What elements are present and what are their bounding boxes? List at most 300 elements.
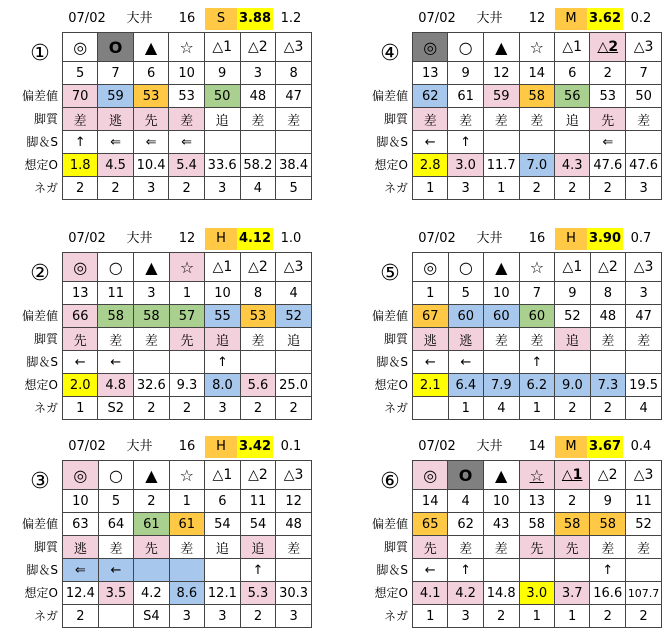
mark-row [413, 33, 662, 62]
table-cell [519, 131, 554, 154]
row-label: 脚＆S [26, 134, 58, 149]
table-cell: 差 [98, 536, 133, 559]
leg-speed-row [413, 351, 662, 374]
table-cell: ◎ [63, 461, 99, 490]
confidence-score: 3.88 [237, 8, 273, 30]
row-label: 脚＆S [376, 562, 408, 577]
table-cell: 3 [448, 177, 483, 200]
table-cell: 10 [483, 490, 519, 513]
table-cell: 12 [276, 490, 312, 513]
table-cell: 57 [169, 305, 204, 328]
table-cell: 9 [204, 62, 240, 85]
table-cell: 差 [484, 328, 520, 351]
table-cell: 5.6 [240, 374, 275, 397]
prediction-table [62, 252, 312, 420]
table-cell: 10 [205, 282, 240, 305]
row-label: 脚質 [33, 111, 58, 126]
table-cell: ○ [98, 253, 133, 282]
table-cell: 差 [133, 328, 169, 351]
table-cell [169, 559, 204, 582]
table-cell: 3.5 [98, 582, 133, 605]
table-cell: ← [98, 351, 133, 374]
table-cell: 追 [205, 328, 240, 351]
table-cell: 9.0 [555, 374, 591, 397]
row-label: 脚質 [33, 539, 58, 554]
expected-odds-row [63, 582, 312, 605]
table-cell: 50 [626, 85, 662, 108]
table-cell: 16.6 [590, 582, 626, 605]
table-cell: 6.4 [448, 374, 484, 397]
table-cell: 1.8 [63, 154, 98, 177]
confidence-grade: M [555, 8, 587, 30]
negative-row [413, 605, 662, 628]
table-cell: 差 [590, 328, 626, 351]
leg-speed-row [63, 559, 312, 582]
table-cell: 6 [555, 62, 590, 85]
table-cell: 10.4 [133, 154, 169, 177]
table-cell: 差 [519, 328, 555, 351]
table-cell: 追 [204, 108, 240, 131]
table-cell: 59 [483, 85, 519, 108]
table-cell: 差 [448, 536, 483, 559]
table-cell: △1 [204, 33, 240, 62]
table-cell: 33.6 [204, 154, 240, 177]
table-cell [413, 397, 449, 420]
table-cell: 9 [590, 490, 626, 513]
table-cell: 48 [240, 85, 276, 108]
table-cell [276, 351, 312, 374]
table-cell: 7.0 [519, 154, 554, 177]
prediction-table [62, 460, 312, 628]
negative-row [413, 397, 662, 420]
row-label: ネガ [33, 180, 58, 195]
confidence-score: 3.62 [587, 8, 623, 30]
table-cell: 12.4 [63, 582, 99, 605]
table-cell: 11.7 [483, 154, 519, 177]
table-cell: 2 [169, 177, 204, 200]
confidence-grade: H [555, 228, 587, 250]
runner-count: 14 [528, 439, 546, 454]
table-cell: 53 [240, 305, 275, 328]
table-cell: ⇐ [63, 559, 99, 582]
table-cell: 先 [134, 536, 169, 559]
runner-count: 12 [528, 11, 546, 26]
table-cell: 60 [484, 305, 520, 328]
row-label: 脚質 [33, 331, 58, 346]
table-cell: △2 [240, 33, 276, 62]
table-cell: 55 [205, 305, 240, 328]
table-cell: 7 [626, 62, 662, 85]
table-cell: 38.4 [276, 154, 312, 177]
row-label: 想定O [374, 157, 408, 172]
table-cell: △3 [276, 253, 312, 282]
table-cell: 3 [626, 282, 662, 305]
table-cell: 47 [626, 305, 662, 328]
table-cell: 53 [169, 85, 204, 108]
table-cell: ○ [98, 461, 133, 490]
table-cell: △2 [590, 33, 626, 62]
row-label: ネガ [383, 180, 408, 195]
row-label: 想定O [24, 157, 58, 172]
negative-row [63, 177, 312, 200]
table-cell: ◎ [413, 33, 448, 62]
table-cell: 48 [276, 513, 312, 536]
leg-speed-row [413, 559, 662, 582]
table-cell: △3 [626, 33, 662, 62]
table-cell: 差 [413, 108, 448, 131]
table-cell: ◎ [413, 253, 449, 282]
table-cell [276, 559, 312, 582]
table-cell: 3 [169, 605, 204, 628]
table-cell: 2 [519, 177, 554, 200]
row-label: 偏差値 [21, 308, 58, 323]
table-cell: △3 [276, 33, 312, 62]
table-cell: 追 [555, 328, 591, 351]
table-cell: 12 [483, 62, 519, 85]
table-cell: 2 [134, 490, 169, 513]
table-cell: 差 [626, 536, 662, 559]
running-style-row [413, 108, 662, 131]
table-cell: 2 [483, 605, 519, 628]
table-cell [554, 559, 589, 582]
table-cell: 1 [483, 177, 519, 200]
table-cell [555, 131, 590, 154]
table-cell: ← [413, 131, 448, 154]
table-cell: △2 [240, 461, 275, 490]
table-cell: ▲ [484, 253, 520, 282]
prediction-table [412, 32, 662, 200]
confidence-grade: H [205, 228, 237, 250]
table-cell: 2 [133, 397, 169, 420]
row-label: ネガ [383, 608, 408, 623]
table-cell: 1 [169, 490, 204, 513]
table-cell: △2 [240, 253, 275, 282]
table-cell: 3 [133, 177, 169, 200]
table-cell: 14 [519, 62, 554, 85]
confidence-grade: H [205, 436, 237, 458]
table-cell: 先 [590, 108, 626, 131]
table-cell: 2 [169, 397, 204, 420]
running-style-row [63, 108, 312, 131]
running-style-row [63, 328, 312, 351]
table-cell: ◎ [413, 461, 448, 490]
table-cell: 2 [63, 605, 99, 628]
table-cell: 3 [276, 605, 312, 628]
table-cell: 58 [519, 513, 554, 536]
table-cell: ⇐ [98, 131, 133, 154]
confidence-grade: S [205, 8, 237, 30]
confidence-score: 3.90 [587, 228, 623, 250]
table-cell: 52 [626, 513, 662, 536]
race-number: ② [30, 261, 50, 286]
running-style-row [413, 328, 662, 351]
table-cell: 7 [98, 62, 133, 85]
table-cell: 1 [169, 282, 204, 305]
table-cell [590, 351, 626, 374]
table-cell: ▲ [133, 33, 169, 62]
table-cell: 2.1 [413, 374, 449, 397]
table-cell: 差 [590, 536, 626, 559]
race-date: 07/02 [418, 439, 456, 454]
horse-number-row [63, 282, 312, 305]
table-cell: 2 [240, 397, 275, 420]
table-cell: 60 [448, 305, 484, 328]
race-date: 07/02 [418, 11, 456, 26]
table-cell: 2 [63, 177, 98, 200]
row-label: 脚＆S [26, 354, 58, 369]
table-cell: 7.9 [484, 374, 520, 397]
race-date: 07/02 [68, 11, 106, 26]
row-labels [2, 305, 60, 420]
sub-score: 0.2 [630, 11, 652, 26]
table-cell: ← [413, 559, 448, 582]
table-cell: 61 [448, 85, 483, 108]
table-cell: 3.0 [448, 154, 483, 177]
row-label: 脚＆S [26, 562, 58, 577]
mark-row [413, 461, 662, 490]
table-cell: △1 [205, 253, 240, 282]
table-cell: 逃 [98, 108, 133, 131]
table-cell: ☆ [519, 461, 554, 490]
deviation-row [63, 85, 312, 108]
row-label: 想定O [24, 585, 58, 600]
race-venue: 大井 [126, 231, 153, 246]
table-cell: 62 [413, 85, 448, 108]
table-cell: 追 [205, 536, 241, 559]
confidence-score: 3.67 [587, 436, 623, 458]
horse-number-row [63, 490, 312, 513]
table-cell: 13 [63, 282, 98, 305]
table-cell: 4.3 [555, 154, 590, 177]
deviation-row [413, 513, 662, 536]
table-cell: 8.0 [205, 374, 240, 397]
table-cell: 1 [554, 605, 589, 628]
table-cell: 58 [554, 513, 589, 536]
prediction-table [412, 252, 662, 420]
table-cell: 66 [63, 305, 98, 328]
table-cell: O [448, 461, 483, 490]
race-date: 07/02 [68, 439, 106, 454]
table-cell: S4 [134, 605, 169, 628]
prediction-table [62, 32, 312, 200]
table-cell: 差 [240, 108, 276, 131]
table-cell: 2 [590, 397, 626, 420]
table-cell: 54 [205, 513, 241, 536]
sub-score: 1.2 [280, 11, 302, 26]
table-cell: ☆ [169, 461, 204, 490]
prediction-table [412, 460, 662, 628]
table-cell: ↑ [63, 131, 98, 154]
expected-odds-row [413, 154, 662, 177]
race-venue: 大井 [476, 231, 503, 246]
table-cell: ⇐ [169, 131, 204, 154]
table-cell: 7 [519, 282, 555, 305]
table-cell: 107.7 [626, 582, 662, 605]
race-header [62, 228, 312, 250]
race-venue: 大井 [476, 439, 503, 454]
table-cell: 3.7 [554, 582, 589, 605]
table-cell: 5.3 [240, 582, 275, 605]
table-cell: 58 [519, 85, 554, 108]
runner-count: 12 [178, 231, 196, 246]
table-cell: 1 [448, 397, 484, 420]
table-cell: 63 [63, 513, 99, 536]
runner-count: 16 [528, 231, 546, 246]
table-cell: S2 [98, 397, 133, 420]
race-header [412, 8, 662, 30]
table-cell: 4.2 [134, 582, 169, 605]
table-cell: 60 [519, 305, 555, 328]
leg-speed-row [63, 131, 312, 154]
row-label: 脚＆S [376, 134, 408, 149]
table-cell: 4.8 [98, 374, 133, 397]
leg-speed-row [413, 131, 662, 154]
table-cell: 8 [276, 62, 312, 85]
table-cell [240, 131, 276, 154]
table-cell: 2 [554, 490, 589, 513]
table-cell: 50 [204, 85, 240, 108]
deviation-row [413, 85, 662, 108]
table-cell [204, 131, 240, 154]
sub-score: 0.7 [630, 231, 652, 246]
table-cell: △3 [626, 253, 662, 282]
table-cell: 48 [590, 305, 626, 328]
table-cell: 4.2 [448, 582, 483, 605]
table-cell: 4 [240, 177, 276, 200]
race-header [412, 228, 662, 250]
table-cell: ⇐ [133, 131, 169, 154]
negative-row [63, 397, 312, 420]
table-cell: 先 [519, 536, 554, 559]
table-cell: 61 [134, 513, 169, 536]
table-cell: ← [413, 351, 449, 374]
row-label: 脚＆S [376, 354, 408, 369]
row-label: 脚質 [383, 539, 408, 554]
table-cell: 11 [240, 490, 275, 513]
table-cell: 2 [590, 177, 626, 200]
table-cell: 32.6 [133, 374, 169, 397]
table-cell [519, 559, 554, 582]
table-cell: ▲ [483, 33, 519, 62]
row-labels [352, 305, 410, 420]
table-cell: 先 [63, 328, 98, 351]
running-style-row [63, 536, 312, 559]
table-cell: 5 [63, 62, 98, 85]
table-cell: 2.8 [413, 154, 448, 177]
table-cell: 2 [555, 177, 590, 200]
table-cell: 2 [590, 62, 626, 85]
table-cell: 6 [205, 490, 241, 513]
table-cell: ← [63, 351, 98, 374]
table-cell [205, 559, 241, 582]
table-cell: 62 [448, 513, 483, 536]
table-cell: 2 [276, 397, 312, 420]
race-date: 07/02 [68, 231, 106, 246]
table-cell: 逃 [63, 536, 99, 559]
table-cell: 差 [276, 536, 312, 559]
table-cell: 4 [484, 397, 520, 420]
table-cell: ← [98, 559, 133, 582]
table-cell: 差 [483, 108, 519, 131]
runner-count: 16 [178, 11, 196, 26]
horse-number-row [413, 490, 662, 513]
row-label: ネガ [33, 608, 58, 623]
table-cell: 70 [63, 85, 98, 108]
table-cell [626, 131, 662, 154]
race-number: ⑤ [380, 261, 400, 286]
table-cell: 4.1 [413, 582, 448, 605]
table-cell: 2 [626, 605, 662, 628]
table-cell: △3 [276, 461, 312, 490]
table-cell: △1 [554, 461, 589, 490]
table-cell: 差 [98, 328, 133, 351]
deviation-row [63, 513, 312, 536]
row-labels [2, 85, 60, 200]
race-number: ③ [30, 469, 50, 494]
row-labels [352, 85, 410, 200]
table-cell: 差 [626, 108, 662, 131]
table-cell [98, 605, 133, 628]
table-cell: 65 [413, 513, 448, 536]
table-cell: 4 [276, 282, 312, 305]
table-cell: 差 [240, 328, 275, 351]
table-cell: ☆ [169, 253, 204, 282]
table-cell [134, 559, 169, 582]
table-cell: 2 [590, 605, 626, 628]
table-cell: 5 [448, 282, 484, 305]
table-cell: 52 [276, 305, 312, 328]
table-cell: 3 [205, 397, 240, 420]
table-cell: ○ [448, 33, 483, 62]
row-label: 偏差値 [21, 516, 58, 531]
table-cell: 52 [555, 305, 591, 328]
expected-odds-row [63, 374, 312, 397]
table-cell: 53 [590, 85, 626, 108]
table-cell: ↑ [448, 559, 483, 582]
table-cell: 61 [169, 513, 204, 536]
race-number: ④ [380, 41, 400, 66]
row-label: 脚質 [383, 331, 408, 346]
row-label: ネガ [383, 400, 408, 415]
table-cell: 差 [63, 108, 98, 131]
horse-number-row [413, 282, 662, 305]
table-cell [555, 351, 591, 374]
table-cell: 9 [448, 62, 483, 85]
table-cell: 58 [590, 513, 626, 536]
table-cell: 4 [626, 397, 662, 420]
race-venue: 大井 [476, 11, 503, 26]
sub-score: 1.0 [280, 231, 302, 246]
table-cell: ○ [448, 253, 484, 282]
table-cell: 30.3 [276, 582, 312, 605]
table-cell: ☆ [169, 33, 204, 62]
table-cell: ↑ [590, 559, 626, 582]
table-cell: 追 [555, 108, 590, 131]
table-cell: △3 [626, 461, 662, 490]
table-cell: 4 [448, 490, 483, 513]
table-cell: 9.3 [169, 374, 204, 397]
row-labels [352, 513, 410, 628]
table-cell: 1 [519, 605, 554, 628]
table-cell: 14.8 [483, 582, 519, 605]
table-cell: ↑ [448, 131, 483, 154]
confidence-score: 3.42 [237, 436, 273, 458]
table-cell: 14 [413, 490, 448, 513]
table-cell [484, 351, 520, 374]
table-cell: 1 [63, 397, 98, 420]
table-cell: △1 [555, 33, 590, 62]
deviation-row [413, 305, 662, 328]
